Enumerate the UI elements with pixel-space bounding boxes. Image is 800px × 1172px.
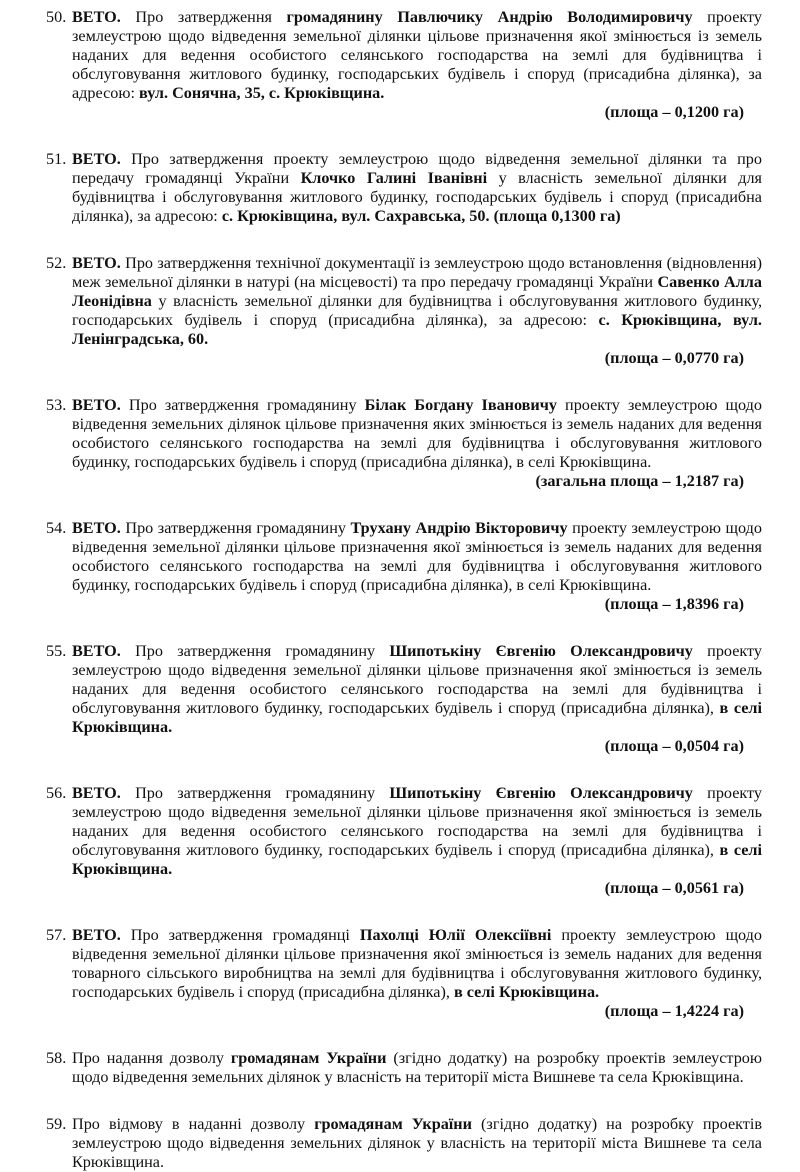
item-text-bold: Білак Богдану Івановичу <box>364 396 557 414</box>
item-number: 53. <box>46 396 67 414</box>
item-text-bold: с. Крюківщина, вул. Ленінградська, 60. <box>72 311 762 348</box>
item-number: 56. <box>46 784 67 802</box>
item-text-run: Про затвердження громадянину <box>120 784 390 802</box>
item-text-run: Про затвердження громадянину <box>120 396 365 414</box>
item-text-run: Про затвердження громадянину <box>120 519 351 537</box>
agenda-item <box>46 1115 762 1172</box>
item-text <box>72 1049 762 1086</box>
item-text-bold: в селі Крюківщина. <box>72 699 762 736</box>
item-area: (площа – 0,1200 га) <box>604 103 744 121</box>
item-text-bold: громадянам України <box>230 1049 387 1067</box>
item-text <box>72 642 762 736</box>
item-text-bold: громадянину Павлючику Андрію Володимировичу <box>286 8 693 26</box>
item-text-bold: Клочко Галині Іванівні <box>300 169 488 187</box>
item-text-run: Про затвердження технічної документації із землеустрою щодо встановлення (відновлення) меж земельної ділянки в натурі (на місцевості) та про передачу громадянці України <box>72 254 762 291</box>
item-text-run: проекту землеустрою щодо відведення земельної ділянки цільове призначення якої змінюється із земель наданих для ведення особистого селянського господарства на землі для будівництва і обслуговування житлового будинку, господарських будівель і споруд (присадибна ділянка), <box>72 642 762 717</box>
item-text-bold: Пахолці Юлії Олексіївні <box>359 926 552 944</box>
item-area: (площа – 0,0561 га) <box>604 879 744 897</box>
item-text <box>72 519 762 594</box>
item-text-bold: Шипотькіну Євгенію Олександровичу <box>389 642 693 660</box>
item-area: (площа – 1,4224 га) <box>604 1002 744 1020</box>
item-area: (площа – 1,8396 га) <box>604 595 744 613</box>
item-number: 58. <box>46 1049 67 1067</box>
agenda-item <box>46 8 762 122</box>
item-text-bold: ВЕТО. <box>72 784 121 802</box>
item-text-run: проекту землеустрою щодо відведення земельних ділянок цільове призначення яких змінюється із земель наданих для ведення особистого селянського господарства на землі для будівництва і обслуговування житлового будинку, господарських будівель і споруд (присадибна ділянка), в селі Крюківщина. <box>72 396 762 471</box>
item-text-bold: ВЕТО. <box>72 396 121 414</box>
agenda-item <box>46 926 762 1021</box>
agenda-item <box>46 642 762 756</box>
item-text-bold: ВЕТО. <box>72 642 121 660</box>
item-number: 55. <box>46 642 67 660</box>
item-text <box>72 396 762 471</box>
agenda-item <box>46 784 762 898</box>
item-text-run: у власність земельної ділянки для будівництва і обслуговування житлового будинку, господарських будівель і споруд (присадибна ділянка), за адресою: <box>72 292 762 329</box>
agenda-item <box>46 519 762 614</box>
item-area: (площа – 0,0770 га) <box>604 349 744 367</box>
item-text-bold: Трухану Андрію Вікторовичу <box>350 519 568 537</box>
item-text-run: проекту землеустрою щодо відведення земельної ділянки цільове призначення якої змінюється із земель наданих для ведення особистого селянського господарства на землі для будівництва і обслуговування житлового будинку, господарських будівель і споруд (присадибна ділянка), <box>72 784 762 859</box>
item-number: 51. <box>46 150 67 168</box>
item-text-bold: вул. Сонячна, 35, с. Крюківщина. <box>139 84 385 102</box>
item-number: 50. <box>46 8 67 26</box>
item-text <box>72 926 762 1001</box>
item-area: (загальна площа – 1,2187 га) <box>535 472 744 490</box>
agenda-item <box>46 1049 762 1087</box>
item-text-bold: в селі Крюківщина. <box>72 841 762 878</box>
item-text-bold: с. Крюківщина, вул. Сахравська, 50. (площа 0,1300 га) <box>221 207 621 225</box>
item-number: 57. <box>46 926 67 944</box>
item-text-run: проекту землеустрою щодо відведення земельної ділянки цільове призначення якої змінюється із земель наданих для ведення товарного сільського виробництва на землі для будівництва і обслуговування житлового будинку, господарських будівель і споруд (присадибна ділянка), <box>72 926 762 1001</box>
item-number: 54. <box>46 519 67 537</box>
item-text-bold: ВЕТО. <box>72 926 121 944</box>
item-text-run: проекту землеустрою щодо відведення земельної ділянки цільове призначення якої змінюється із земель наданих для ведення особистого селянського господарства на землі для будівництва і обслуговування житлового будинку, господарських будівель і споруд (присадибна ділянка), за адресою: <box>72 8 762 102</box>
agenda-item <box>46 254 762 368</box>
item-text-bold: Савенко Алла Леонідівна <box>72 273 762 310</box>
item-text-run: (згідно додатку) на розробку проектів землеустрою щодо відведення земельних ділянок у власність на території міста Вишневе та села Крюківщина. <box>72 1049 762 1086</box>
item-text-run: (згідно додатку) на розробку проектів землеустрою щодо відведення земельних ділянок у власність на території міста Вишневе та села Крюківщина. <box>72 1115 762 1171</box>
item-text <box>72 254 762 348</box>
item-text <box>72 784 762 878</box>
item-text-bold: Шипотькіну Євгенію Олександровичу <box>389 784 693 802</box>
item-text-run: Про надання дозволу <box>72 1049 231 1067</box>
item-text-bold: ВЕТО. <box>72 150 121 168</box>
item-text-run: Про відмову в наданні дозволу <box>72 1115 315 1133</box>
item-area: (площа – 0,0504 га) <box>604 737 744 755</box>
item-text-bold: ВЕТО. <box>72 8 121 26</box>
item-text-run: Про затвердження проекту землеустрою щодо відведення земельної ділянки та про передачу громадянці України <box>72 150 762 187</box>
item-text <box>72 1115 762 1171</box>
item-text-run: Про затвердження <box>120 8 287 26</box>
item-text-run: Про затвердження громадянці <box>120 926 360 944</box>
item-text-run: у власність земельної ділянки для будівництва і обслуговування житлового будинку, господарських будівель і споруд (присадибна ділянка), за адресою: <box>72 169 763 225</box>
item-text-bold: громадянам України <box>314 1115 472 1133</box>
item-text-run: проекту землеустрою щодо відведення земельної ділянки цільове призначення якої змінюється із земель наданих для ведення особистого селянського господарства на землі для будівництва і обслуговування житлового будинку, господарських будівель і споруд (присадибна ділянка), в селі Крюківщина. <box>72 519 762 594</box>
agenda-item <box>46 396 762 491</box>
agenda-item <box>46 150 762 226</box>
item-text <box>72 150 762 225</box>
item-text-run: Про затвердження громадянину <box>120 642 390 660</box>
item-text-bold: в селі Крюківщина. <box>453 983 600 1001</box>
item-text <box>72 8 762 102</box>
item-text-bold: ВЕТО. <box>72 254 121 272</box>
item-number: 59. <box>46 1115 67 1133</box>
item-text-bold: ВЕТО. <box>72 519 121 537</box>
item-number: 52. <box>46 254 67 272</box>
